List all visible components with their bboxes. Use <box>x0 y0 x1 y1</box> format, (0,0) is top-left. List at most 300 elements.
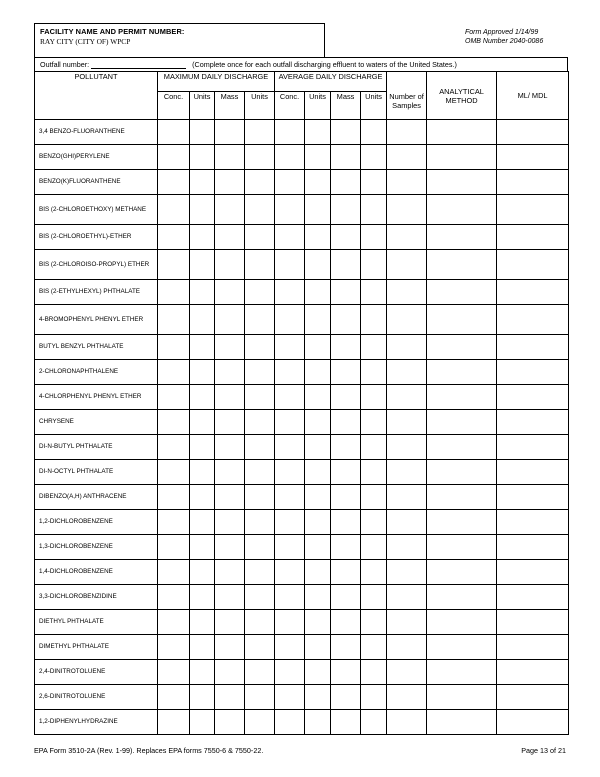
table-row <box>35 280 569 305</box>
cell-max-conc[interactable] <box>158 225 190 250</box>
cell-avg-units[interactable] <box>305 120 331 145</box>
cell-max-mass-units[interactable] <box>245 660 275 685</box>
cell-max-conc[interactable] <box>158 460 190 485</box>
cell-max-units[interactable] <box>190 195 215 225</box>
cell-max-mass[interactable] <box>215 610 245 635</box>
cell-avg-mass[interactable] <box>331 485 361 510</box>
cell-avg-conc[interactable] <box>275 360 305 385</box>
cell-analytical-method[interactable] <box>427 195 497 225</box>
cell-analytical-method[interactable] <box>427 385 497 410</box>
cell-avg-units[interactable] <box>305 385 331 410</box>
cell-ml-mdl[interactable] <box>497 510 569 535</box>
cell-avg-units[interactable] <box>305 460 331 485</box>
cell-ml-mdl[interactable] <box>497 485 569 510</box>
cell-avg-conc[interactable] <box>275 410 305 435</box>
cell-avg-mass-units[interactable] <box>361 120 387 145</box>
cell-max-units[interactable] <box>190 145 215 170</box>
cell-max-conc[interactable] <box>158 610 190 635</box>
sub-max-mass: Mass <box>215 92 245 120</box>
cell-avg-conc[interactable] <box>275 635 305 660</box>
cell-avg-mass-units[interactable] <box>361 610 387 635</box>
omb-number: OMB Number 2040-0086 <box>465 38 544 45</box>
cell-number-of-samples[interactable] <box>387 305 427 335</box>
cell-max-mass[interactable] <box>215 435 245 460</box>
cell-max-mass[interactable] <box>215 510 245 535</box>
table-row <box>35 635 569 660</box>
cell-max-mass[interactable] <box>215 585 245 610</box>
cell-max-units[interactable] <box>190 170 215 195</box>
cell-analytical-method[interactable] <box>427 225 497 250</box>
cell-avg-units[interactable] <box>305 225 331 250</box>
cell-avg-conc[interactable] <box>275 280 305 305</box>
pollutant-name: 2,4-DINITROTOLUENE <box>35 660 158 685</box>
cell-max-mass[interactable] <box>215 250 245 280</box>
pollutant-name: 3,3-DICHLOROBENZIDINE <box>35 585 158 610</box>
cell-ml-mdl[interactable] <box>497 560 569 585</box>
cell-max-conc[interactable] <box>158 585 190 610</box>
cell-analytical-method[interactable] <box>427 120 497 145</box>
cell-max-mass-units[interactable] <box>245 195 275 225</box>
cell-avg-conc[interactable] <box>275 335 305 360</box>
cell-max-units[interactable] <box>190 460 215 485</box>
cell-avg-conc[interactable] <box>275 510 305 535</box>
group-max-daily-discharge: MAXIMUM DAILY DISCHARGE <box>158 72 275 92</box>
cell-max-conc[interactable] <box>158 250 190 280</box>
cell-avg-units[interactable] <box>305 485 331 510</box>
cell-max-mass-units[interactable] <box>245 460 275 485</box>
cell-analytical-method[interactable] <box>427 280 497 305</box>
cell-max-mass[interactable] <box>215 660 245 685</box>
cell-max-units[interactable] <box>190 305 215 335</box>
cell-max-units[interactable] <box>190 250 215 280</box>
col-pollutant: POLLUTANT <box>35 72 158 120</box>
cell-max-mass[interactable] <box>215 195 245 225</box>
cell-avg-mass[interactable] <box>331 225 361 250</box>
cell-avg-mass-units[interactable] <box>361 535 387 560</box>
cell-max-conc[interactable] <box>158 335 190 360</box>
cell-avg-mass[interactable] <box>331 610 361 635</box>
pollutant-name: BIS (2-ETHYLHEXYL) PHTHALATE <box>35 280 158 305</box>
cell-number-of-samples[interactable] <box>387 510 427 535</box>
cell-ml-mdl[interactable] <box>497 170 569 195</box>
cell-avg-conc[interactable] <box>275 560 305 585</box>
cell-max-conc[interactable] <box>158 635 190 660</box>
cell-max-conc[interactable] <box>158 280 190 305</box>
cell-number-of-samples[interactable] <box>387 560 427 585</box>
cell-number-of-samples[interactable] <box>387 225 427 250</box>
cell-ml-mdl[interactable] <box>497 585 569 610</box>
cell-avg-mass[interactable] <box>331 170 361 195</box>
cell-avg-mass[interactable] <box>331 685 361 710</box>
cell-avg-conc[interactable] <box>275 195 305 225</box>
cell-max-units[interactable] <box>190 385 215 410</box>
cell-avg-conc[interactable] <box>275 170 305 195</box>
cell-max-units[interactable] <box>190 410 215 435</box>
group-avg-daily-discharge: AVERAGE DAILY DISCHARGE <box>275 72 387 92</box>
cell-avg-units[interactable] <box>305 560 331 585</box>
cell-analytical-method[interactable] <box>427 510 497 535</box>
pollutant-name: 1,2-DICHLOROBENZENE <box>35 510 158 535</box>
cell-max-units[interactable] <box>190 685 215 710</box>
cell-max-units[interactable] <box>190 560 215 585</box>
cell-avg-units[interactable] <box>305 685 331 710</box>
cell-avg-mass[interactable] <box>331 195 361 225</box>
cell-max-units[interactable] <box>190 280 215 305</box>
table-row <box>35 710 569 735</box>
cell-avg-mass-units[interactable] <box>361 225 387 250</box>
cell-max-conc[interactable] <box>158 305 190 335</box>
cell-number-of-samples[interactable] <box>387 170 427 195</box>
table-row <box>35 410 569 435</box>
cell-max-conc[interactable] <box>158 195 190 225</box>
cell-avg-mass-units[interactable] <box>361 710 387 735</box>
cell-number-of-samples[interactable] <box>387 335 427 360</box>
cell-analytical-method[interactable] <box>427 485 497 510</box>
cell-max-mass-units[interactable] <box>245 635 275 660</box>
table-row <box>35 225 569 250</box>
cell-ml-mdl[interactable] <box>497 145 569 170</box>
cell-number-of-samples[interactable] <box>387 485 427 510</box>
cell-avg-mass-units[interactable] <box>361 660 387 685</box>
cell-avg-units[interactable] <box>305 410 331 435</box>
table-row <box>35 360 569 385</box>
table-row <box>35 250 569 280</box>
cell-number-of-samples[interactable] <box>387 145 427 170</box>
table-row <box>35 145 569 170</box>
cell-avg-conc[interactable] <box>275 250 305 280</box>
cell-max-units[interactable] <box>190 535 215 560</box>
cell-avg-conc[interactable] <box>275 585 305 610</box>
cell-avg-mass[interactable] <box>331 145 361 170</box>
cell-max-conc[interactable] <box>158 145 190 170</box>
cell-number-of-samples[interactable] <box>387 280 427 305</box>
cell-avg-mass[interactable] <box>331 535 361 560</box>
cell-avg-mass[interactable] <box>331 560 361 585</box>
cell-avg-mass-units[interactable] <box>361 305 387 335</box>
cell-number-of-samples[interactable] <box>387 410 427 435</box>
cell-max-conc[interactable] <box>158 560 190 585</box>
cell-max-mass-units[interactable] <box>245 685 275 710</box>
cell-ml-mdl[interactable] <box>497 710 569 735</box>
cell-analytical-method[interactable] <box>427 335 497 360</box>
cell-avg-conc[interactable] <box>275 610 305 635</box>
cell-avg-units[interactable] <box>305 145 331 170</box>
cell-avg-units[interactable] <box>305 305 331 335</box>
cell-analytical-method[interactable] <box>427 660 497 685</box>
cell-max-mass-units[interactable] <box>245 510 275 535</box>
footer-form-text: EPA Form 3510-2A (Rev. 1-99). Replaces EPA forms 7550-6 & 7550-22. <box>34 746 264 755</box>
pollutant-name: BIS (2-CHLOROETHOXY) METHANE <box>35 195 158 225</box>
cell-number-of-samples[interactable] <box>387 610 427 635</box>
cell-analytical-method[interactable] <box>427 360 497 385</box>
cell-max-conc[interactable] <box>158 170 190 195</box>
cell-max-conc[interactable] <box>158 660 190 685</box>
cell-analytical-method[interactable] <box>427 410 497 435</box>
cell-avg-mass-units[interactable] <box>361 685 387 710</box>
cell-avg-conc[interactable] <box>275 225 305 250</box>
cell-max-mass-units[interactable] <box>245 360 275 385</box>
cell-avg-mass-units[interactable] <box>361 195 387 225</box>
cell-avg-mass-units[interactable] <box>361 635 387 660</box>
cell-max-mass[interactable] <box>215 385 245 410</box>
cell-analytical-method[interactable] <box>427 535 497 560</box>
cell-number-of-samples[interactable] <box>387 385 427 410</box>
cell-avg-units[interactable] <box>305 250 331 280</box>
cell-avg-units[interactable] <box>305 635 331 660</box>
pollutant-name: BENZO(GHI)PERYLENE <box>35 145 158 170</box>
outfall-number-field[interactable] <box>91 61 186 69</box>
cell-max-mass-units[interactable] <box>245 485 275 510</box>
cell-avg-conc[interactable] <box>275 660 305 685</box>
cell-avg-units[interactable] <box>305 585 331 610</box>
table-row <box>35 485 569 510</box>
cell-ml-mdl[interactable] <box>497 120 569 145</box>
cell-analytical-method[interactable] <box>427 170 497 195</box>
cell-avg-mass[interactable] <box>331 435 361 460</box>
cell-max-mass-units[interactable] <box>245 385 275 410</box>
cell-max-conc[interactable] <box>158 385 190 410</box>
cell-max-mass-units[interactable] <box>245 585 275 610</box>
cell-avg-mass-units[interactable] <box>361 485 387 510</box>
cell-max-mass-units[interactable] <box>245 560 275 585</box>
cell-number-of-samples[interactable] <box>387 660 427 685</box>
cell-avg-units[interactable] <box>305 170 331 195</box>
table-row <box>35 335 569 360</box>
cell-avg-mass[interactable] <box>331 335 361 360</box>
cell-avg-mass[interactable] <box>331 410 361 435</box>
cell-avg-mass-units[interactable] <box>361 145 387 170</box>
cell-avg-mass[interactable] <box>331 660 361 685</box>
cell-avg-mass-units[interactable] <box>361 385 387 410</box>
cell-analytical-method[interactable] <box>427 610 497 635</box>
cell-avg-units[interactable] <box>305 510 331 535</box>
cell-avg-units[interactable] <box>305 660 331 685</box>
cell-max-mass-units[interactable] <box>245 225 275 250</box>
cell-max-units[interactable] <box>190 660 215 685</box>
cell-avg-mass-units[interactable] <box>361 410 387 435</box>
cell-avg-mass-units[interactable] <box>361 335 387 360</box>
cell-avg-mass[interactable] <box>331 635 361 660</box>
cell-number-of-samples[interactable] <box>387 710 427 735</box>
cell-number-of-samples[interactable] <box>387 585 427 610</box>
cell-avg-units[interactable] <box>305 335 331 360</box>
cell-ml-mdl[interactable] <box>497 250 569 280</box>
cell-max-mass-units[interactable] <box>245 280 275 305</box>
cell-max-units[interactable] <box>190 635 215 660</box>
cell-max-mass-units[interactable] <box>245 535 275 560</box>
sub-max-conc: Conc. <box>158 92 190 120</box>
table-row <box>35 685 569 710</box>
cell-number-of-samples[interactable] <box>387 435 427 460</box>
cell-max-mass-units[interactable] <box>245 335 275 360</box>
cell-avg-mass[interactable] <box>331 385 361 410</box>
outfall-row <box>34 57 568 72</box>
cell-max-mass[interactable] <box>215 360 245 385</box>
cell-max-mass-units[interactable] <box>245 435 275 460</box>
cell-number-of-samples[interactable] <box>387 460 427 485</box>
cell-avg-mass[interactable] <box>331 305 361 335</box>
cell-max-mass-units[interactable] <box>245 305 275 335</box>
cell-analytical-method[interactable] <box>427 460 497 485</box>
cell-analytical-method[interactable] <box>427 560 497 585</box>
cell-number-of-samples[interactable] <box>387 250 427 280</box>
cell-avg-conc[interactable] <box>275 460 305 485</box>
cell-max-units[interactable] <box>190 120 215 145</box>
cell-max-mass[interactable] <box>215 170 245 195</box>
cell-max-conc[interactable] <box>158 535 190 560</box>
cell-avg-units[interactable] <box>305 280 331 305</box>
cell-max-units[interactable] <box>190 225 215 250</box>
cell-avg-units[interactable] <box>305 610 331 635</box>
pollutant-table <box>34 71 569 735</box>
cell-avg-mass[interactable] <box>331 460 361 485</box>
cell-avg-mass-units[interactable] <box>361 585 387 610</box>
cell-avg-mass[interactable] <box>331 510 361 535</box>
cell-max-conc[interactable] <box>158 360 190 385</box>
cell-max-mass[interactable] <box>215 225 245 250</box>
cell-avg-conc[interactable] <box>275 145 305 170</box>
cell-max-conc[interactable] <box>158 120 190 145</box>
cell-max-mass-units[interactable] <box>245 170 275 195</box>
cell-max-conc[interactable] <box>158 410 190 435</box>
cell-max-mass[interactable] <box>215 410 245 435</box>
cell-max-mass[interactable] <box>215 535 245 560</box>
cell-number-of-samples[interactable] <box>387 195 427 225</box>
cell-avg-mass-units[interactable] <box>361 170 387 195</box>
cell-ml-mdl[interactable] <box>497 335 569 360</box>
cell-max-units[interactable] <box>190 710 215 735</box>
cell-max-units[interactable] <box>190 485 215 510</box>
cell-ml-mdl[interactable] <box>497 225 569 250</box>
cell-max-mass[interactable] <box>215 120 245 145</box>
cell-avg-conc[interactable] <box>275 385 305 410</box>
cell-avg-conc[interactable] <box>275 685 305 710</box>
cell-avg-units[interactable] <box>305 195 331 225</box>
pollutant-name: 1,4-DICHLOROBENZENE <box>35 560 158 585</box>
cell-max-units[interactable] <box>190 335 215 360</box>
cell-ml-mdl[interactable] <box>497 685 569 710</box>
cell-max-conc[interactable] <box>158 510 190 535</box>
cell-max-conc[interactable] <box>158 710 190 735</box>
cell-max-mass[interactable] <box>215 460 245 485</box>
cell-max-units[interactable] <box>190 510 215 535</box>
cell-ml-mdl[interactable] <box>497 635 569 660</box>
cell-avg-mass-units[interactable] <box>361 560 387 585</box>
cell-number-of-samples[interactable] <box>387 535 427 560</box>
cell-max-mass[interactable] <box>215 635 245 660</box>
cell-avg-mass[interactable] <box>331 585 361 610</box>
cell-number-of-samples[interactable] <box>387 120 427 145</box>
cell-ml-mdl[interactable] <box>497 435 569 460</box>
sub-avg-units: Units <box>305 92 331 120</box>
cell-analytical-method[interactable] <box>427 145 497 170</box>
cell-max-mass[interactable] <box>215 710 245 735</box>
cell-max-mass[interactable] <box>215 305 245 335</box>
cell-avg-conc[interactable] <box>275 120 305 145</box>
cell-avg-mass[interactable] <box>331 710 361 735</box>
cell-avg-units[interactable] <box>305 435 331 460</box>
cell-ml-mdl[interactable] <box>497 360 569 385</box>
cell-max-mass[interactable] <box>215 280 245 305</box>
cell-max-mass-units[interactable] <box>245 120 275 145</box>
cell-avg-units[interactable] <box>305 360 331 385</box>
page-number: Page 13 of 21 <box>521 746 566 755</box>
cell-analytical-method[interactable] <box>427 435 497 460</box>
cell-max-conc[interactable] <box>158 685 190 710</box>
cell-ml-mdl[interactable] <box>497 385 569 410</box>
cell-number-of-samples[interactable] <box>387 685 427 710</box>
cell-avg-conc[interactable] <box>275 710 305 735</box>
cell-avg-conc[interactable] <box>275 435 305 460</box>
cell-analytical-method[interactable] <box>427 305 497 335</box>
cell-avg-mass[interactable] <box>331 360 361 385</box>
cell-analytical-method[interactable] <box>427 685 497 710</box>
sub-avg-mass-units: Units <box>361 92 387 120</box>
cell-avg-mass[interactable] <box>331 120 361 145</box>
cell-max-conc[interactable] <box>158 485 190 510</box>
cell-avg-mass-units[interactable] <box>361 280 387 305</box>
cell-avg-mass[interactable] <box>331 280 361 305</box>
cell-max-mass-units[interactable] <box>245 145 275 170</box>
cell-max-mass-units[interactable] <box>245 610 275 635</box>
cell-max-mass-units[interactable] <box>245 710 275 735</box>
cell-max-mass[interactable] <box>215 560 245 585</box>
cell-ml-mdl[interactable] <box>497 280 569 305</box>
cell-number-of-samples[interactable] <box>387 360 427 385</box>
cell-ml-mdl[interactable] <box>497 410 569 435</box>
cell-analytical-method[interactable] <box>427 585 497 610</box>
cell-ml-mdl[interactable] <box>497 305 569 335</box>
cell-max-mass[interactable] <box>215 685 245 710</box>
cell-avg-mass-units[interactable] <box>361 360 387 385</box>
cell-ml-mdl[interactable] <box>497 610 569 635</box>
cell-avg-conc[interactable] <box>275 485 305 510</box>
cell-avg-conc[interactable] <box>275 305 305 335</box>
table-row <box>35 385 569 410</box>
cell-max-units[interactable] <box>190 435 215 460</box>
cell-max-units[interactable] <box>190 585 215 610</box>
cell-max-mass-units[interactable] <box>245 410 275 435</box>
cell-avg-mass-units[interactable] <box>361 460 387 485</box>
cell-ml-mdl[interactable] <box>497 195 569 225</box>
cell-avg-conc[interactable] <box>275 535 305 560</box>
cell-ml-mdl[interactable] <box>497 460 569 485</box>
facility-label: FACILITY NAME AND PERMIT NUMBER: <box>40 27 185 36</box>
cell-ml-mdl[interactable] <box>497 535 569 560</box>
cell-max-mass[interactable] <box>215 485 245 510</box>
cell-avg-mass-units[interactable] <box>361 510 387 535</box>
cell-max-units[interactable] <box>190 610 215 635</box>
cell-ml-mdl[interactable] <box>497 660 569 685</box>
cell-max-conc[interactable] <box>158 435 190 460</box>
cell-max-units[interactable] <box>190 360 215 385</box>
table-row <box>35 610 569 635</box>
cell-avg-mass[interactable] <box>331 250 361 280</box>
cell-avg-mass-units[interactable] <box>361 250 387 280</box>
pollutant-name: BIS (2-CHLOROISO-PROPYL) ETHER <box>35 250 158 280</box>
cell-avg-units[interactable] <box>305 535 331 560</box>
cell-avg-units[interactable] <box>305 710 331 735</box>
cell-avg-mass-units[interactable] <box>361 435 387 460</box>
cell-analytical-method[interactable] <box>427 710 497 735</box>
cell-max-mass[interactable] <box>215 145 245 170</box>
cell-analytical-method[interactable] <box>427 250 497 280</box>
cell-number-of-samples[interactable] <box>387 635 427 660</box>
table-row <box>35 120 569 145</box>
cell-max-mass[interactable] <box>215 335 245 360</box>
cell-max-mass-units[interactable] <box>245 250 275 280</box>
cell-analytical-method[interactable] <box>427 635 497 660</box>
